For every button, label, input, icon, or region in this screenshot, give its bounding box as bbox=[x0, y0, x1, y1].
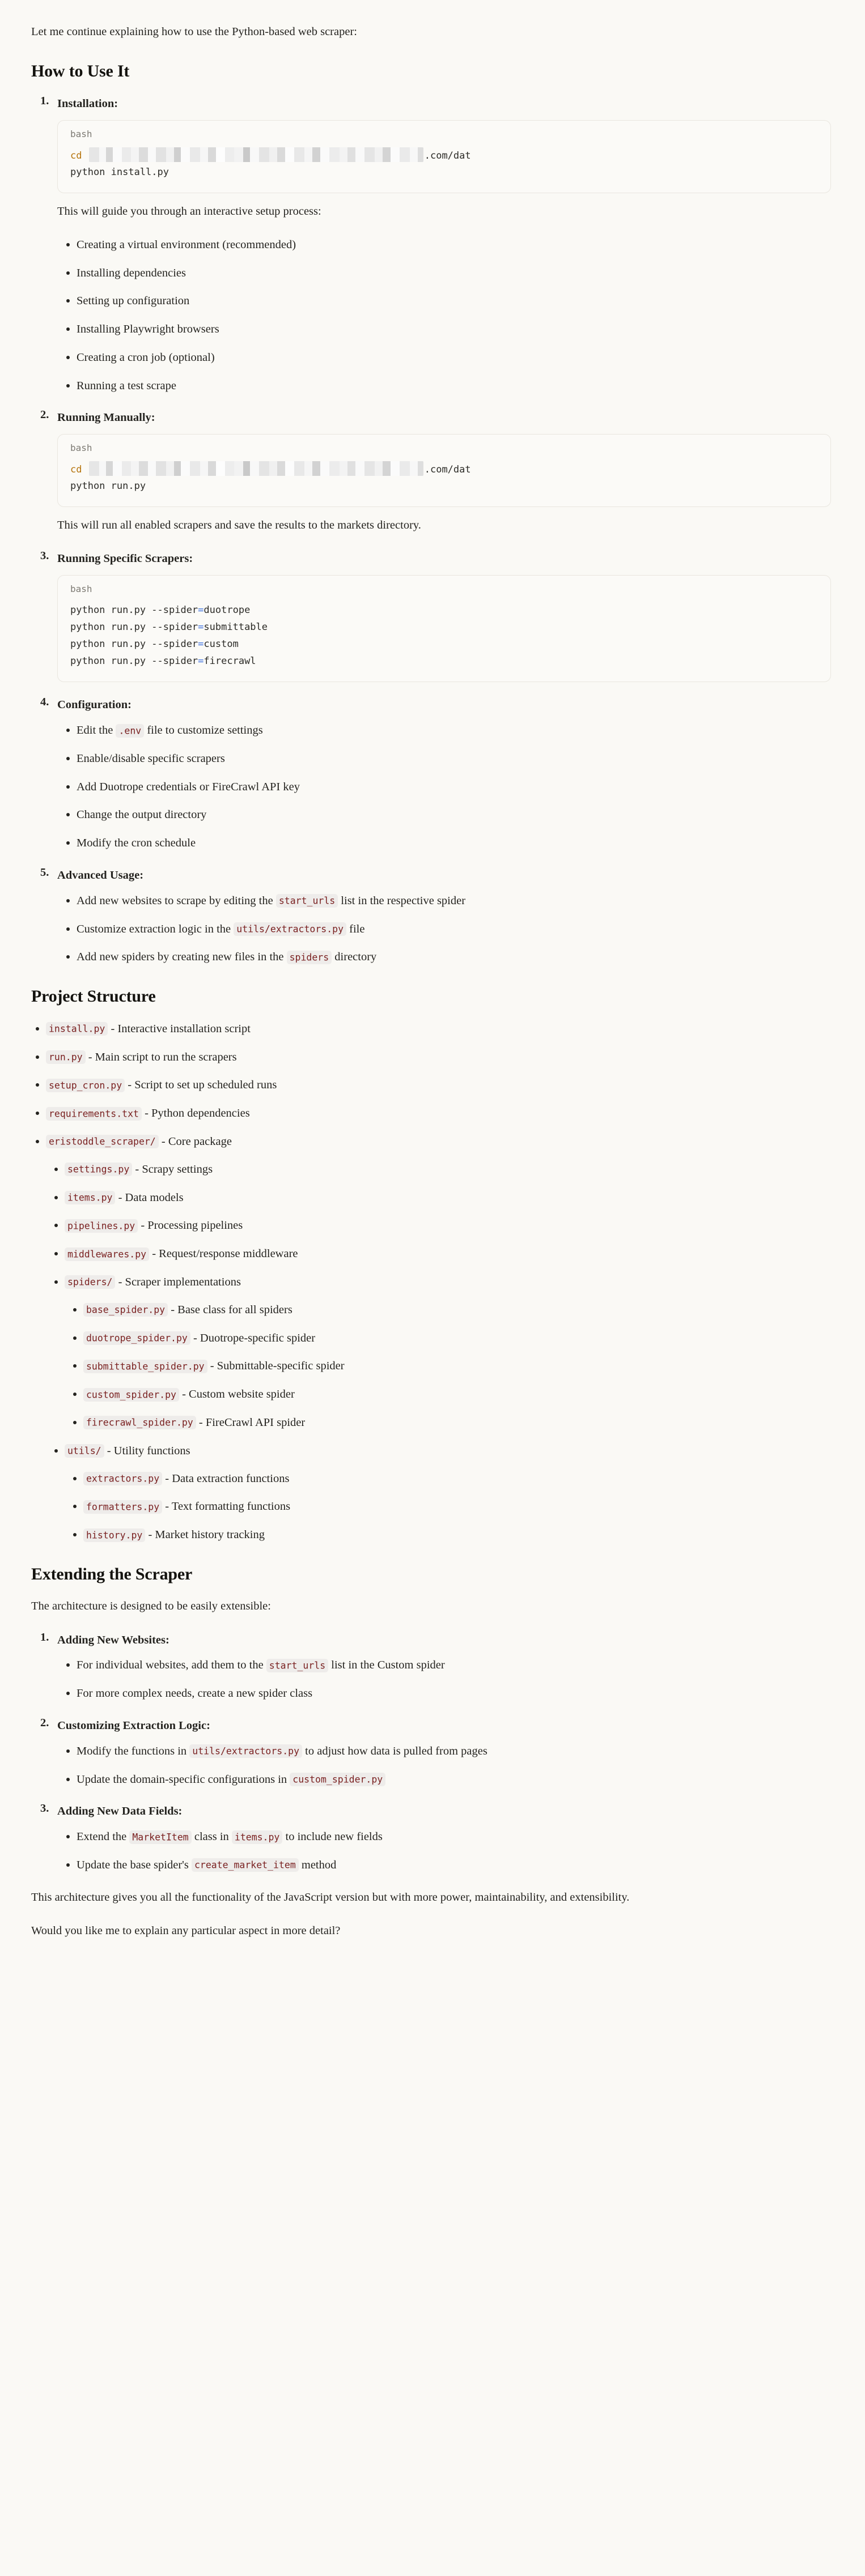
inline-code: spiders bbox=[287, 951, 332, 964]
inline-code: utils/extractors.py bbox=[189, 1744, 302, 1758]
code-content[interactable] bbox=[58, 139, 830, 193]
list-item: submittable_spider.py - Submittable-specific spider bbox=[83, 1357, 831, 1376]
installation-follow-up-text: This will guide you through an interactive setup process: bbox=[57, 205, 321, 218]
inline-code-filename: spiders/ bbox=[65, 1275, 115, 1289]
code-path-tail: .com/dat bbox=[424, 150, 471, 161]
inline-code-filename: utils/ bbox=[65, 1444, 104, 1458]
nested-tree-list bbox=[46, 1160, 831, 1544]
list-item: Setting up configuration bbox=[77, 292, 831, 310]
step-title: Adding New Data Fields: bbox=[57, 1805, 183, 1818]
inline-code-filename: submittable_spider.py bbox=[83, 1360, 207, 1373]
step-title: Configuration: bbox=[57, 699, 132, 712]
step-advanced-usage bbox=[57, 866, 831, 966]
inline-code: create_market_item bbox=[192, 1858, 299, 1872]
installation-bullets bbox=[57, 236, 831, 395]
list-item: eristoddle_scraper/ - Core package settings.py - Scrapy settings items.py - Data models pipelines.py - Processing pipelines middlewares.py - Request/response middleware spiders/ - Scraper implementations base_spider.py - Base class for all spiders duotrope_spider.py - Duotrope-specific spider submittable_spider.py - Submittable-specific spider custom_spider.py - Custom website spider firecrawl_spider.py - FireCrawl API spider utils/ - Utility functions extractors.py - Data extraction functions formatters.py - Text formatting functions history.py - Market history tracking bbox=[46, 1132, 831, 1544]
customizing-extraction-logic-bullets bbox=[57, 1742, 831, 1789]
list-item: Edit the .env file to customize settings bbox=[77, 721, 831, 740]
code-operator: = bbox=[198, 638, 204, 650]
redacted-path bbox=[89, 147, 423, 162]
inline-code-filename: history.py bbox=[83, 1528, 145, 1542]
inline-code-filename: custom_spider.py bbox=[83, 1388, 179, 1402]
nested-tree-list bbox=[65, 1301, 831, 1432]
list-item: Enable/disable specific scrapers bbox=[77, 750, 831, 768]
extending-steps-list bbox=[31, 1631, 831, 1875]
configuration-bullets bbox=[57, 721, 831, 853]
list-item: Installing dependencies bbox=[77, 264, 831, 283]
list-item: duotrope_spider.py - Duotrope-specific spider bbox=[83, 1329, 831, 1348]
code-operator: = bbox=[198, 621, 204, 633]
code-line bbox=[70, 653, 818, 670]
list-item: Modify the cron schedule bbox=[77, 834, 831, 853]
list-item: pipelines.py - Processing pipelines bbox=[65, 1216, 831, 1235]
inline-code-filename: install.py bbox=[46, 1022, 108, 1036]
list-item: Extend the MarketItem class in items.py to include new fields bbox=[77, 1828, 831, 1846]
code-block-specific-scrapers bbox=[57, 575, 831, 682]
code-keyword-cd: cd bbox=[70, 150, 82, 161]
list-item: middlewares.py - Request/response middleware bbox=[65, 1245, 831, 1263]
code-segment: submittable bbox=[203, 621, 268, 633]
step-title: Running Manually: bbox=[57, 411, 155, 424]
step-configuration bbox=[57, 696, 831, 853]
list-item: items.py - Data models bbox=[65, 1189, 831, 1207]
code-block-installation bbox=[57, 120, 831, 193]
list-item: custom_spider.py - Custom website spider bbox=[83, 1385, 831, 1404]
inline-code-filename: middlewares.py bbox=[65, 1247, 149, 1261]
extending-intro-paragraph: The architecture is designed to be easily extensible: bbox=[31, 1600, 271, 1613]
list-item: Customize extraction logic in the utils/extractors.py file bbox=[77, 920, 831, 939]
list-item: requirements.txt - Python dependencies bbox=[46, 1104, 831, 1123]
code-segment: duotrope bbox=[203, 604, 251, 616]
list-item: Running a test scrape bbox=[77, 377, 831, 395]
list-item: firecrawl_spider.py - FireCrawl API spider bbox=[83, 1413, 831, 1432]
step-adding-new-websites bbox=[57, 1631, 831, 1703]
step-running-manually bbox=[57, 408, 831, 535]
code-keyword-cd: cd bbox=[70, 464, 82, 476]
code-line-python-install: python install.py bbox=[70, 166, 169, 178]
closing-summary-paragraph: This architecture gives you all the functionality of the JavaScript version but with more power, maintainability, and extensibility. bbox=[31, 1891, 630, 1904]
heading-extending-the-scraper: Extending the Scraper bbox=[31, 1564, 193, 1583]
list-item: formatters.py - Text formatting functions bbox=[83, 1497, 831, 1516]
inline-code-filename: requirements.txt bbox=[46, 1107, 142, 1121]
inline-code-filename: formatters.py bbox=[83, 1500, 162, 1514]
project-structure-tree bbox=[31, 1020, 831, 1544]
list-item: Add Duotrope credentials or FireCrawl API key bbox=[77, 778, 831, 797]
running-manually-follow-up-text: This will run all enabled scrapers and save the results to the markets directory. bbox=[57, 519, 421, 532]
list-item: Installing Playwright browsers bbox=[77, 320, 831, 339]
inline-code: custom_spider.py bbox=[290, 1773, 385, 1786]
code-line bbox=[70, 636, 818, 653]
code-segment: python run.py --spider bbox=[70, 621, 198, 633]
list-item: install.py - Interactive installation script bbox=[46, 1020, 831, 1038]
inline-code-filename: settings.py bbox=[65, 1163, 132, 1176]
code-segment: python run.py --spider bbox=[70, 638, 198, 650]
code-language-label: bash bbox=[70, 442, 92, 454]
list-item: Update the base spider's create_market_item method bbox=[77, 1856, 831, 1875]
code-line bbox=[70, 602, 818, 619]
adding-new-websites-bullets bbox=[57, 1656, 831, 1703]
step-title: Advanced Usage: bbox=[57, 869, 144, 882]
list-item: For more complex needs, create a new spider class bbox=[77, 1684, 831, 1703]
code-path-tail: .com/dat bbox=[424, 464, 471, 476]
inline-code: start_urls bbox=[266, 1659, 328, 1672]
closing-question-paragraph: Would you like me to explain any particular aspect in more detail? bbox=[31, 1924, 341, 1937]
inline-code: items.py bbox=[232, 1830, 282, 1844]
heading-how-to-use-it: How to Use It bbox=[31, 62, 130, 81]
list-item: history.py - Market history tracking bbox=[83, 1526, 831, 1544]
step-adding-new-data-fields bbox=[57, 1802, 831, 1874]
code-content[interactable] bbox=[58, 594, 830, 682]
code-language-label: bash bbox=[70, 584, 92, 595]
list-item: Creating a cron job (optional) bbox=[77, 348, 831, 367]
code-language-label: bash bbox=[70, 128, 92, 139]
code-block-running-manually bbox=[57, 434, 831, 507]
list-item: extractors.py - Data extraction functions bbox=[83, 1470, 831, 1488]
inline-code-filename: extractors.py bbox=[83, 1472, 162, 1485]
inline-code-filename: firecrawl_spider.py bbox=[83, 1416, 196, 1429]
list-item: run.py - Main script to run the scrapers bbox=[46, 1048, 831, 1067]
inline-code-filename: duotrope_spider.py bbox=[83, 1331, 190, 1345]
list-item: Change the output directory bbox=[77, 806, 831, 824]
step-title: Installation: bbox=[57, 97, 118, 110]
inline-code-filename: run.py bbox=[46, 1050, 86, 1064]
inline-code: MarketItem bbox=[129, 1830, 191, 1844]
code-content[interactable] bbox=[58, 453, 830, 506]
intro-paragraph: Let me continue explaining how to use the Python-based web scraper: bbox=[31, 25, 357, 38]
list-item: base_spider.py - Base class for all spiders bbox=[83, 1301, 831, 1319]
inline-code: utils/extractors.py bbox=[234, 922, 346, 936]
list-item: setup_cron.py - Script to set up scheduled runs bbox=[46, 1076, 831, 1095]
heading-project-structure: Project Structure bbox=[31, 987, 156, 1006]
code-segment: firecrawl bbox=[203, 655, 256, 667]
step-customizing-extraction-logic bbox=[57, 1717, 831, 1789]
code-segment: python run.py --spider bbox=[70, 604, 198, 616]
list-item: Add new spiders by creating new files in the spiders directory bbox=[77, 948, 831, 966]
list-item: Add new websites to scrape by editing the start_urls list in the respective spider bbox=[77, 892, 831, 910]
redacted-path bbox=[89, 461, 423, 476]
inline-code-filename: pipelines.py bbox=[65, 1219, 138, 1233]
how-to-use-steps-list bbox=[31, 95, 831, 967]
list-item: Update the domain-specific configurations in custom_spider.py bbox=[77, 1770, 831, 1789]
inline-code: start_urls bbox=[276, 894, 338, 908]
code-operator: = bbox=[198, 604, 204, 616]
step-title: Customizing Extraction Logic: bbox=[57, 1719, 210, 1732]
inline-code: .env bbox=[116, 724, 144, 738]
list-item: Creating a virtual environment (recommended) bbox=[77, 236, 831, 254]
code-segment: custom bbox=[203, 638, 239, 650]
step-installation bbox=[57, 95, 831, 395]
step-running-specific-scrapers bbox=[57, 550, 831, 682]
inline-code-filename: base_spider.py bbox=[83, 1303, 168, 1317]
code-line-python-run: python run.py bbox=[70, 480, 146, 492]
advanced-usage-bullets bbox=[57, 892, 831, 966]
list-item: spiders/ - Scraper implementations base_spider.py - Base class for all spiders duotrope_spider.py - Duotrope-specific spider submittable_spider.py - Submittable-specific spider custom_spider.py - Custom website spider firecrawl_spider.py - FireCrawl API spider bbox=[65, 1273, 831, 1432]
inline-code-filename: items.py bbox=[65, 1191, 115, 1204]
nested-tree-list bbox=[65, 1470, 831, 1544]
adding-new-data-fields-bullets bbox=[57, 1828, 831, 1875]
step-title: Running Specific Scrapers: bbox=[57, 552, 193, 565]
list-item: Modify the functions in utils/extractors.py to adjust how data is pulled from pages bbox=[77, 1742, 831, 1761]
inline-code-filename: eristoddle_scraper/ bbox=[46, 1135, 159, 1148]
inline-code-filename: setup_cron.py bbox=[46, 1079, 125, 1092]
list-item: utils/ - Utility functions extractors.py - Data extraction functions formatters.py - Text formatting functions history.py - Market history tracking bbox=[65, 1442, 831, 1544]
list-item: settings.py - Scrapy settings bbox=[65, 1160, 831, 1179]
code-segment: python run.py --spider bbox=[70, 655, 198, 667]
code-line bbox=[70, 619, 818, 636]
step-title: Adding New Websites: bbox=[57, 1633, 169, 1646]
code-operator: = bbox=[198, 655, 204, 667]
list-item: For individual websites, add them to the start_urls list in the Custom spider bbox=[77, 1656, 831, 1675]
